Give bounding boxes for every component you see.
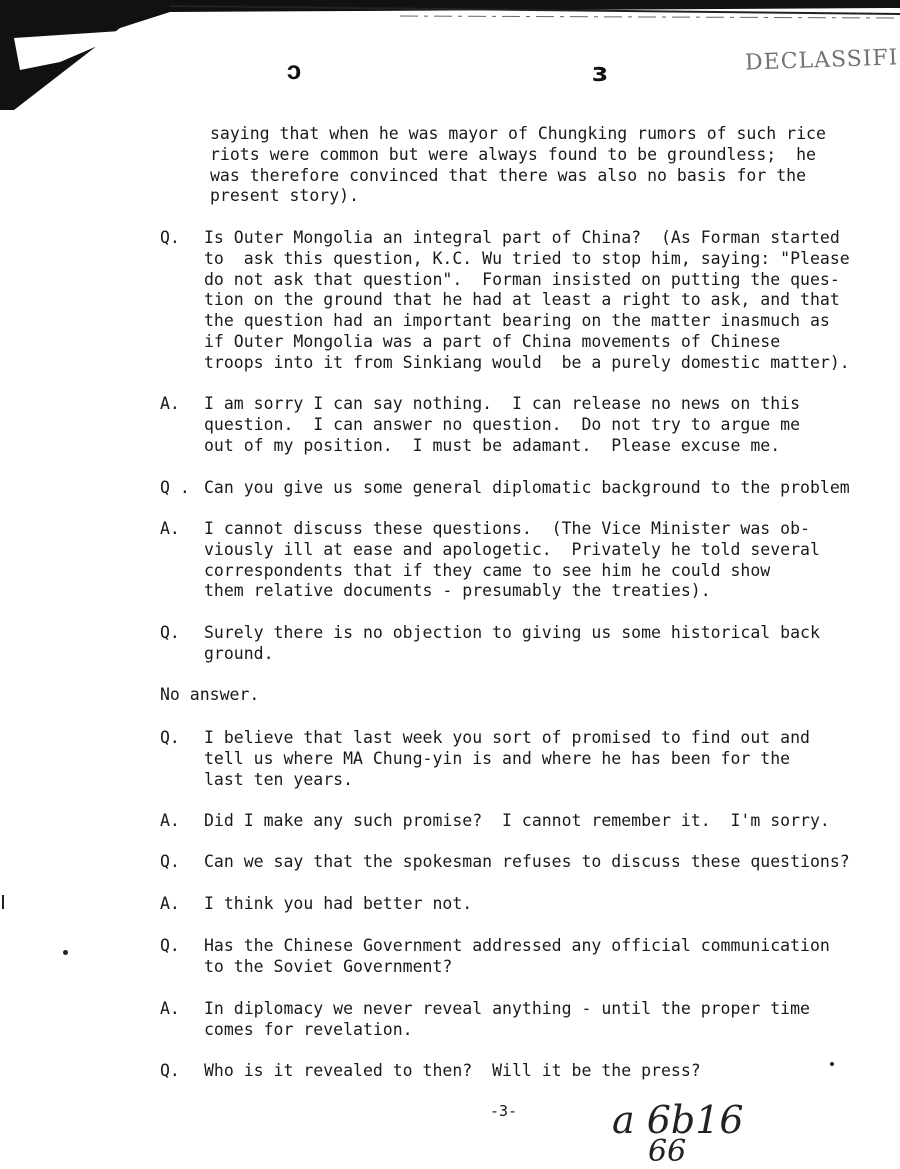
continuation-paragraph: saying that when he was mayor of Chungking rumors of such rice riots were common but were always found to be groundless; he was therefore convinced that there was also no basis for the present story). [210,124,826,206]
entry-label: Q. [160,852,180,871]
entry-text: Surely there is no objection to giving us some historical back ground. [204,623,820,663]
handwritten-reference: a 6b16 [612,1098,744,1142]
entry-label: A. [160,811,180,830]
entry-text: Is Outer Mongolia an integral part of China? (As Forman started to ask this question, K.C. Wu tried to stop him, saying: "Please do not ask that question". Forman insisted on putting the ques- tion on the ground that he had at least a right to ask, and that the question had an important bearing on the matter inasmuch as if Outer Mongolia was a part of China movements of Chinese troops into it from Sinkiang would be a purely domestic matter). [204,228,850,372]
entry-label: Q. [160,1061,180,1080]
entry-text: Who is it revealed to then? Will it be the press? [204,1061,701,1080]
entry-label: Q. [160,936,180,955]
entry-text: Can we say that the spokesman refuses to discuss these questions? [204,852,850,871]
entry-label: A. [160,519,180,538]
entry-label: A. [160,394,180,413]
entry-text: Did I make any such promise? I cannot remember it. I'm sorry. [204,811,830,830]
entry-label: Q. [160,623,180,642]
scan-speck [2,895,4,909]
entry-label: A. [160,894,180,913]
entry-text: I believe that last week you sort of promised to find out and tell us where MA Chung-yin is and where he has been for the last ten years. [204,728,810,789]
entry-text: Can you give us some general diplomatic background to the problem [204,478,850,497]
entry-text: I cannot discuss these questions. (The Vice Minister was ob- viously ill at ease and apologetic. Privately he told several correspondents that if they came to see him he could show them relative documents - presumably the treaties). [204,519,820,601]
no-answer-line: No answer. [160,685,260,704]
top-mark-left: ↄ [286,56,302,86]
entry-label: Q . [160,478,190,497]
top-mark-center: ɜ [592,58,608,88]
page-number: -3- [490,1102,518,1120]
entry-text: Has the Chinese Government addressed any official communication to the Soviet Government? [204,936,830,976]
declassified-stamp: DECLASSIFI [744,45,899,76]
entry-label: Q. [160,228,180,247]
scan-speck [830,1062,834,1066]
entry-text: I am sorry I can say nothing. I can release no news on this question. I can answer no question. Do not try to argue me out of my position. I must be adamant. Please excuse me. [204,394,801,455]
entry-label: A. [160,999,180,1018]
entry-label: Q. [160,728,180,747]
handwritten-number: 66 [648,1134,687,1169]
entry-text: In diplomacy we never reveal anything - until the proper time comes for revelation. [204,999,810,1039]
entry-text: I think you had better not. [204,894,473,913]
scan-speck [63,950,68,955]
